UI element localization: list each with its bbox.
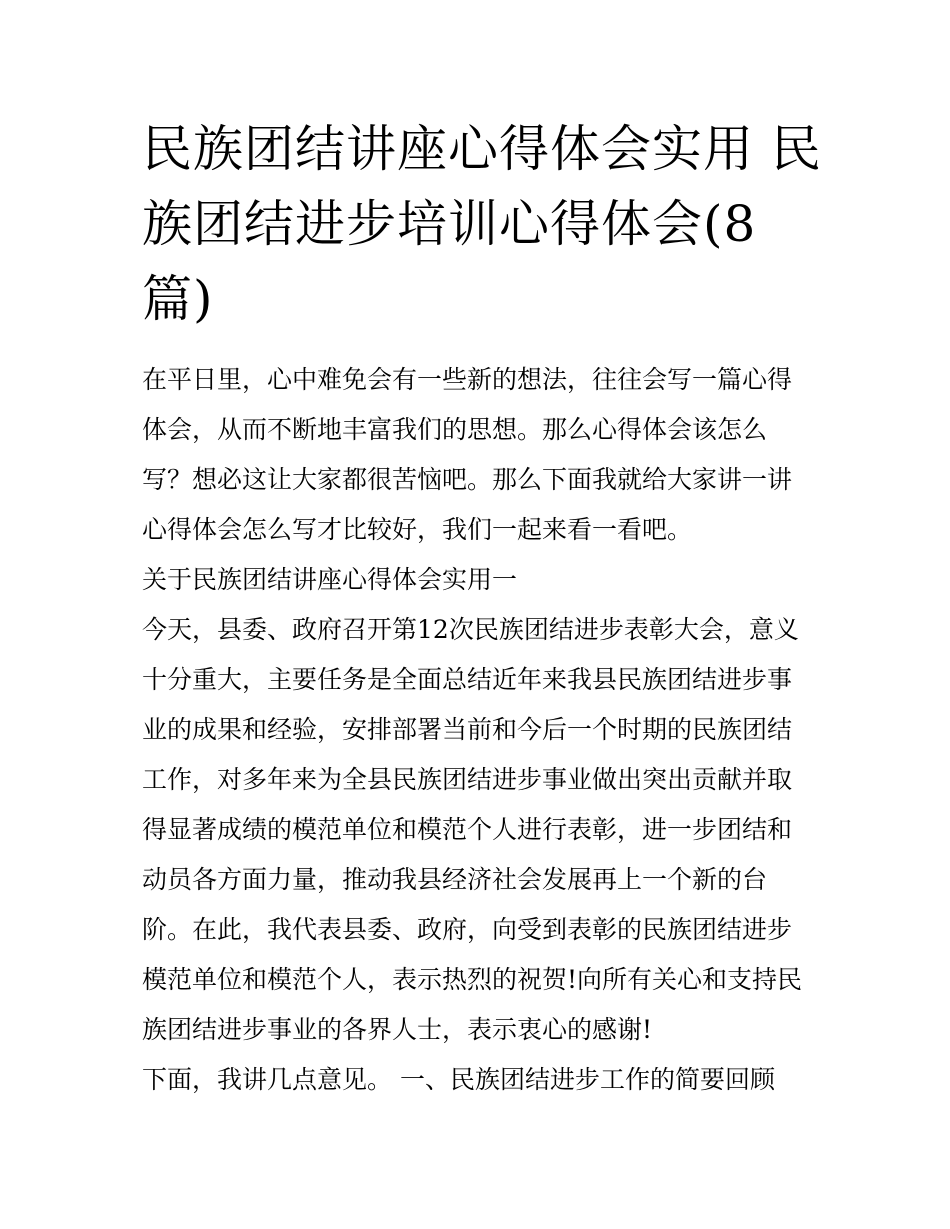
document-body [142, 355, 814, 1105]
body-paragraph: 下面，我讲几点意见。 一、民族团结进步工作的简要回顾 [142, 1065, 775, 1094]
section-heading: 关于民族团结讲座心得体会实用一 [142, 565, 518, 594]
intro-paragraph: 在平日里，心中难免会有一些新的想法，往往会写一篇心得体会，从而不断地丰富我们的思想。那么心得体会该怎么写？想必这让大家都很苦恼吧。那么下面我就给大家讲一讲心得体会怎么写才比较好，我们一起来看一看吧。 [142, 365, 793, 544]
body-paragraph: 今天，县委、政府召开第12次民族团结进步表彰大会，意义十分重大，主要任务是全面总结近年来我县民族团结进步事业的成果和经验，安排部署当前和今后一个时期的民族团结工作，对多年来为全县民族团结进步事业做出突出贡献并取得显著成绩的模范单位和模范个人进行表彰，进一步团结和动员各方面力量，推动我县经济社会发展再上一个新的台阶。在此，我代表县委、政府，向受到表彰的民族团结进步模范单位和模范个人，表示热烈的祝贺!向所有关心和支持民族团结进步事业的各界人士，表示衷心的感谢! [142, 615, 803, 1044]
document-title: 民族团结讲座心得体会实用 民族团结进步培训心得体会(8篇) [142, 120, 822, 328]
